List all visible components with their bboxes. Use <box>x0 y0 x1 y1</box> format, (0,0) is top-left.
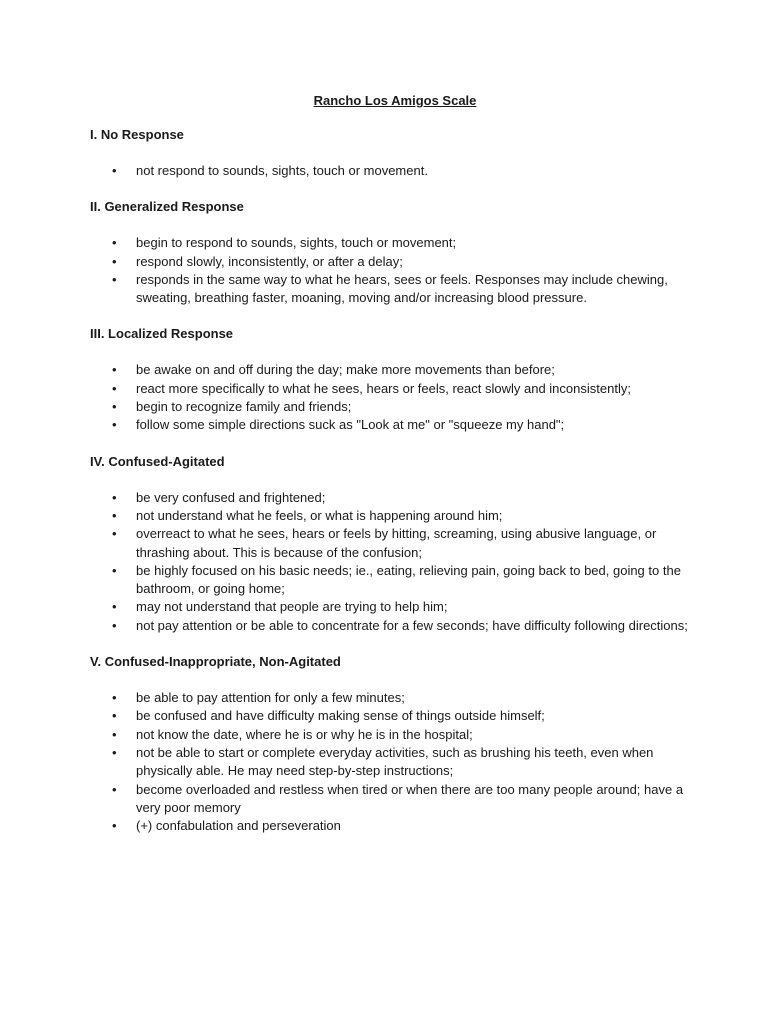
list-item: • follow some simple directions suck as "Look at me" or "squeeze my hand"; <box>90 416 690 434</box>
section-no-response <box>90 126 690 180</box>
section-confused-inappropriate <box>90 653 690 835</box>
list-item: • not pay attention or be able to concentrate for a few seconds; have difficulty following directions; <box>90 617 690 635</box>
section-localized-response <box>90 325 690 434</box>
list-item: • react more specifically to what he sees, hears or feels, react slowly and inconsistently; <box>90 380 690 398</box>
document-page <box>90 92 690 853</box>
list-item: • respond slowly, inconsistently, or after a delay; <box>90 253 690 271</box>
list-item: • begin to recognize family and friends; <box>90 398 690 416</box>
section-heading: I. No Response <box>90 127 184 142</box>
bullet-list <box>90 689 690 835</box>
section-heading: III. Localized Response <box>90 326 234 342</box>
bullet-list <box>90 234 690 307</box>
list-item: • (+) confabulation and perseveration <box>90 817 690 835</box>
section-heading: IV. Confused-Agitated <box>90 453 225 469</box>
bullet-list <box>90 489 690 635</box>
list-item: • responds in the same way to what he hears, sees or feels. Responses may include chewing, sweating, breathing faster, moaning, moving and/or increasing blood pressure. <box>90 271 690 308</box>
list-item: • be able to pay attention for only a few minutes; <box>90 689 690 707</box>
list-item: • become overloaded and restless when tired or when there are too many people around; have a very poor memory <box>90 781 690 818</box>
list-item: • not know the date, where he is or why he is in the hospital; <box>90 726 690 744</box>
document-title: Rancho Los Amigos Scale <box>313 93 477 108</box>
section-confused-agitated <box>90 453 690 635</box>
section-heading: II. Generalized Response <box>90 199 244 215</box>
list-item: • may not understand that people are trying to help him; <box>90 598 690 616</box>
list-item: • be awake on and off during the day; make more movements than before; <box>90 361 690 379</box>
list-item: • be very confused and frightened; <box>90 489 690 507</box>
bullet-list <box>90 162 690 180</box>
list-item: • begin to respond to sounds, sights, touch or movement; <box>90 234 690 252</box>
list-item: • be highly focused on his basic needs; ie., eating, relieving pain, going back to bed, going to the bathroom, or going home; <box>90 562 690 599</box>
list-item: • overreact to what he sees, hears or feels by hitting, screaming, using abusive language, or thrashing about. This is because of the confusion; <box>90 525 690 562</box>
list-item: • not be able to start or complete everyday activities, such as brushing his teeth, even when physically able. He may need step-by-step instructions; <box>90 744 690 781</box>
section-generalized-response <box>90 198 690 307</box>
list-item: • not respond to sounds, sights, touch or movement. <box>90 162 690 180</box>
list-item: • not understand what he feels, or what is happening around him; <box>90 507 690 525</box>
bullet-list <box>90 361 690 434</box>
section-heading: V. Confused-Inappropriate, Non-Agitated <box>90 654 341 670</box>
list-item: • be confused and have difficulty making sense of things outside himself; <box>90 707 690 725</box>
